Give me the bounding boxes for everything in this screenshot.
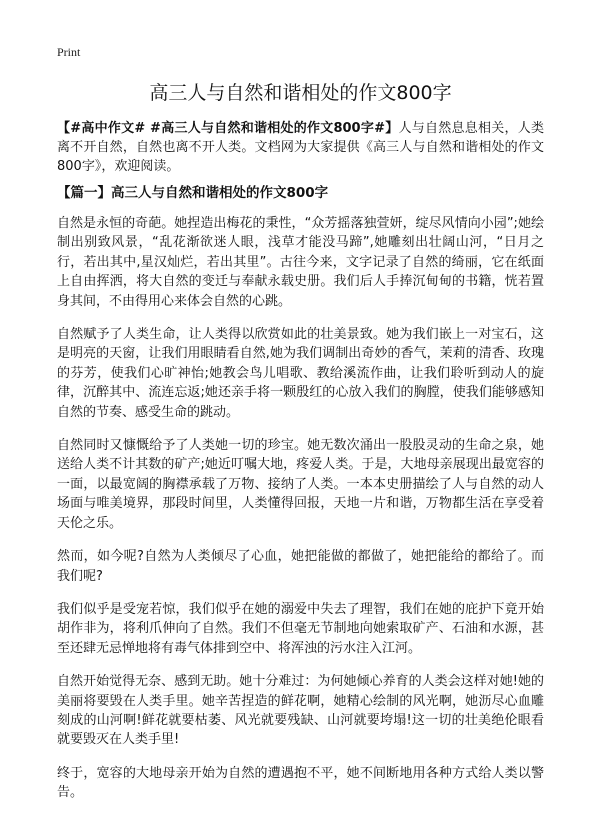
print-label: Print (57, 45, 81, 59)
intro-text: 人与自然息息相关，人类离不开自然，自然也离不开人类。文档网为大家提供《高三人与自然和谐相处的作文800字》，欢迎阅读。 (57, 121, 544, 174)
paragraph-3: 自然同时又慷慨给予了人类她一切的珍宝。她无数次涌出一股股灵动的生命之泉，她送给人类不计其数的矿产;她近叮嘱大地，疼爱人类。于是，大地母亲展现出最宽容的一面，以最宽阔的胸襟承载了万物、接纳了人类。一本本史册描绘了人与自然的动人场面与唯美境界，那段时间里，人类懂得回报，天地一片和谐，万物都生活在享受着天伦之乐。 (57, 438, 544, 531)
paragraph-4: 然而，如今呢?自然为人类倾尽了心血，她把能做的都做了，她把能给的都给了。而我们呢? (57, 549, 544, 584)
paragraph-7: 终于，宽容的大地母亲开始为自然的遭遇抱不平，她不间断地用各种方式给人类以警告。 (57, 765, 544, 801)
paragraph-1: 自然是永恒的奇葩。她捏造出梅花的秉性，“众芳摇落独萱妍，绽尽风情向小园”;她绘制出别致风景，“乱花渐欲迷人眼，浅草才能没马蹄”,她雕刻出壮阔山河，“日月之行，若出其中,星汉灿烂，若出其里”。古往今来，文字记录了自然的绮丽，它在纸面上自由挥洒，将大自然的变迁与奉献永载史册。我们后人手捧沉甸甸的书籍，恍若置身其间，不由得用心来体会自然的心跳。 (57, 216, 544, 309)
section-heading: 【篇一】高三人与自然和谐相处的作文800字 (57, 185, 329, 201)
paragraph-2: 自然赋予了人类生命，让人类得以欣赏如此的壮美景致。她为我们嵌上一对宝石，这是明亮的天窗，让我们用眼睛看自然,她为我们调制出奇妙的香气，茉莉的清香、玫瑰的芬芳，使我们心旷神怡;她教会鸟儿唱歌、教给溪流作曲，让我们聆听到动人的旋律，沉醉其中、流连忘返;她还亲手将一颗殷红的心放入我们的胸膛，使我们能够感知自然的节奏、感受生命的跳动。 (57, 327, 544, 420)
page-title: 高三人与自然和谐相处的作文800字 (149, 82, 452, 104)
intro-tag: 【#高中作文# #高三人与自然和谐相处的作文800字#】 (57, 121, 399, 136)
article-body (57, 214, 544, 817)
paragraph-5: 我们似乎是受宠若惊，我们似乎在她的溺爱中失去了理智，我们在她的庇护下竟开始胡作非为，将利爪伸向了自然。我们不但毫无节制地向她索取矿产、石油和水源，甚至还肆无忌惮地将有毒气体排到空中、将浑浊的污水注入江河。 (57, 601, 544, 656)
intro-paragraph (57, 119, 544, 176)
paragraph-6: 自然开始觉得无奈、感到无助。她十分难过：为何她倾心养育的人类会这样对她!她的美丽将要毁在人类手里。她辛苦捏造的鲜花啊，她精心绘制的风光啊，她沥尽心血雕刻成的山河啊!鲜花就要枯萎、风光就要残缺、山河就要垮塌!这一切的壮美绝伦眼看就要毁灭在人类手里! (57, 674, 544, 748)
